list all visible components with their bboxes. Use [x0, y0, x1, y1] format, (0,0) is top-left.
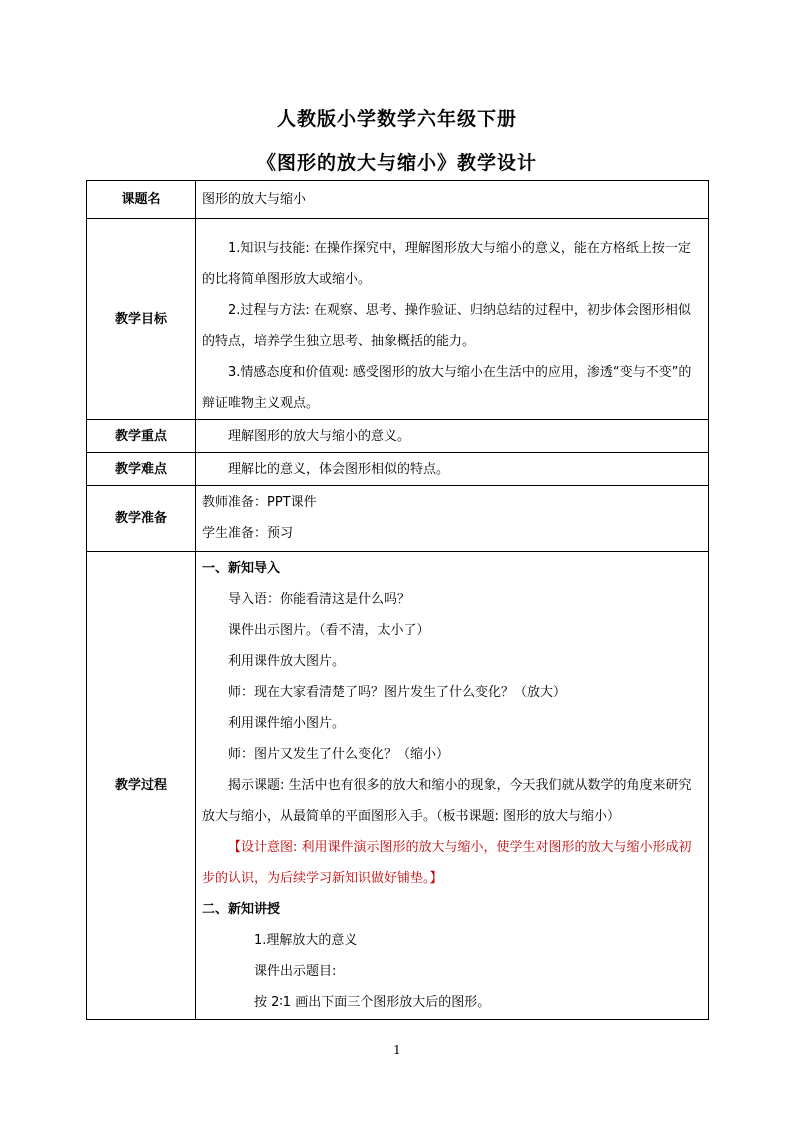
key-point-content [196, 420, 709, 453]
process-content [196, 552, 709, 1020]
key-point-row [87, 420, 709, 453]
teacher-preparation: 教师准备：PPT课件 [202, 495, 317, 510]
topic-value-text: 图形的放大与缩小 [202, 192, 307, 207]
process-line: 1.理解放大的意义 [254, 933, 358, 948]
key-point-label: 教学重点 [87, 420, 196, 453]
process-row [87, 552, 709, 1020]
document-title-line-1: 人教版小学数学六年级下册 [276, 108, 517, 130]
goals-label: 教学目标 [87, 219, 196, 420]
preparation-label: 教学准备 [87, 486, 196, 552]
goals-row [87, 219, 709, 420]
lesson-plan-table [86, 180, 709, 1020]
process-line: 师：图片又发生了什么变化？（缩小） [228, 747, 450, 762]
goals-content [196, 219, 709, 420]
student-preparation: 学生准备：预习 [202, 526, 294, 541]
topic-label: 课题名 [87, 181, 196, 219]
process-line: 课件出示图片。（看不清，太小了） [228, 623, 430, 638]
process-line: 按 2∶1 画出下面三个图形放大后的图形。 [254, 995, 491, 1010]
process-line: 揭示课题: 生活中也有很多的放大和缩小的现象，今天我们就从数学的角度来研究放大与缩小，从最简单的平面图形入手。（板书课题: 图形的放大与缩小） [202, 778, 692, 824]
goal-item: 3.情感态度和价值观: 感受图形的放大与缩小在生活中的应用，渗透“变与不变”的辩证唯物主义观点。 [202, 365, 692, 411]
section-heading: 一、新知导入 [202, 561, 281, 576]
process-line: 课件出示题目: [254, 964, 337, 979]
goal-item: 2.过程与方法: 在观察、思考、操作验证、归纳总结的过程中，初步体会图形相似的特点，培养学生独立思考、抽象概括的能力。 [202, 303, 691, 349]
section-heading: 二、新知讲授 [202, 902, 281, 917]
page-number: 1 [393, 1043, 401, 1057]
topic-value [196, 181, 709, 219]
design-intent-note: 【设计意图: 利用课件演示图形的放大与缩小，使学生对图形的放大与缩小形成初步的认识，为后续学习新知识做好铺垫。】 [202, 840, 692, 886]
key-point-text: 理解图形的放大与缩小的意义。 [228, 428, 411, 444]
process-label: 教学过程 [87, 552, 196, 1020]
topic-row [87, 181, 709, 219]
process-line: 利用课件缩小图片。 [228, 716, 346, 731]
document-title-line-2: 《图形的放大与缩小》教学设计 [256, 152, 537, 174]
preparation-content [196, 486, 709, 552]
difficulty-label: 教学难点 [87, 453, 196, 486]
goal-item: 1.知识与技能: 在操作探究中，理解图形放大与缩小的意义，能在方格纸上按一定的比将简单图形放大或缩小。 [202, 241, 691, 287]
process-line: 利用课件放大图片。 [228, 654, 346, 669]
process-line: 导入语：你能看清这是什么吗？ [228, 592, 411, 607]
difficulty-text: 理解比的意义，体会图形相似的特点。 [228, 461, 450, 477]
difficulty-content [196, 453, 709, 486]
preparation-row [87, 486, 709, 552]
process-line: 师：现在大家看清楚了吗？图片发生了什么变化？（放大） [228, 685, 567, 700]
difficulty-row [87, 453, 709, 486]
